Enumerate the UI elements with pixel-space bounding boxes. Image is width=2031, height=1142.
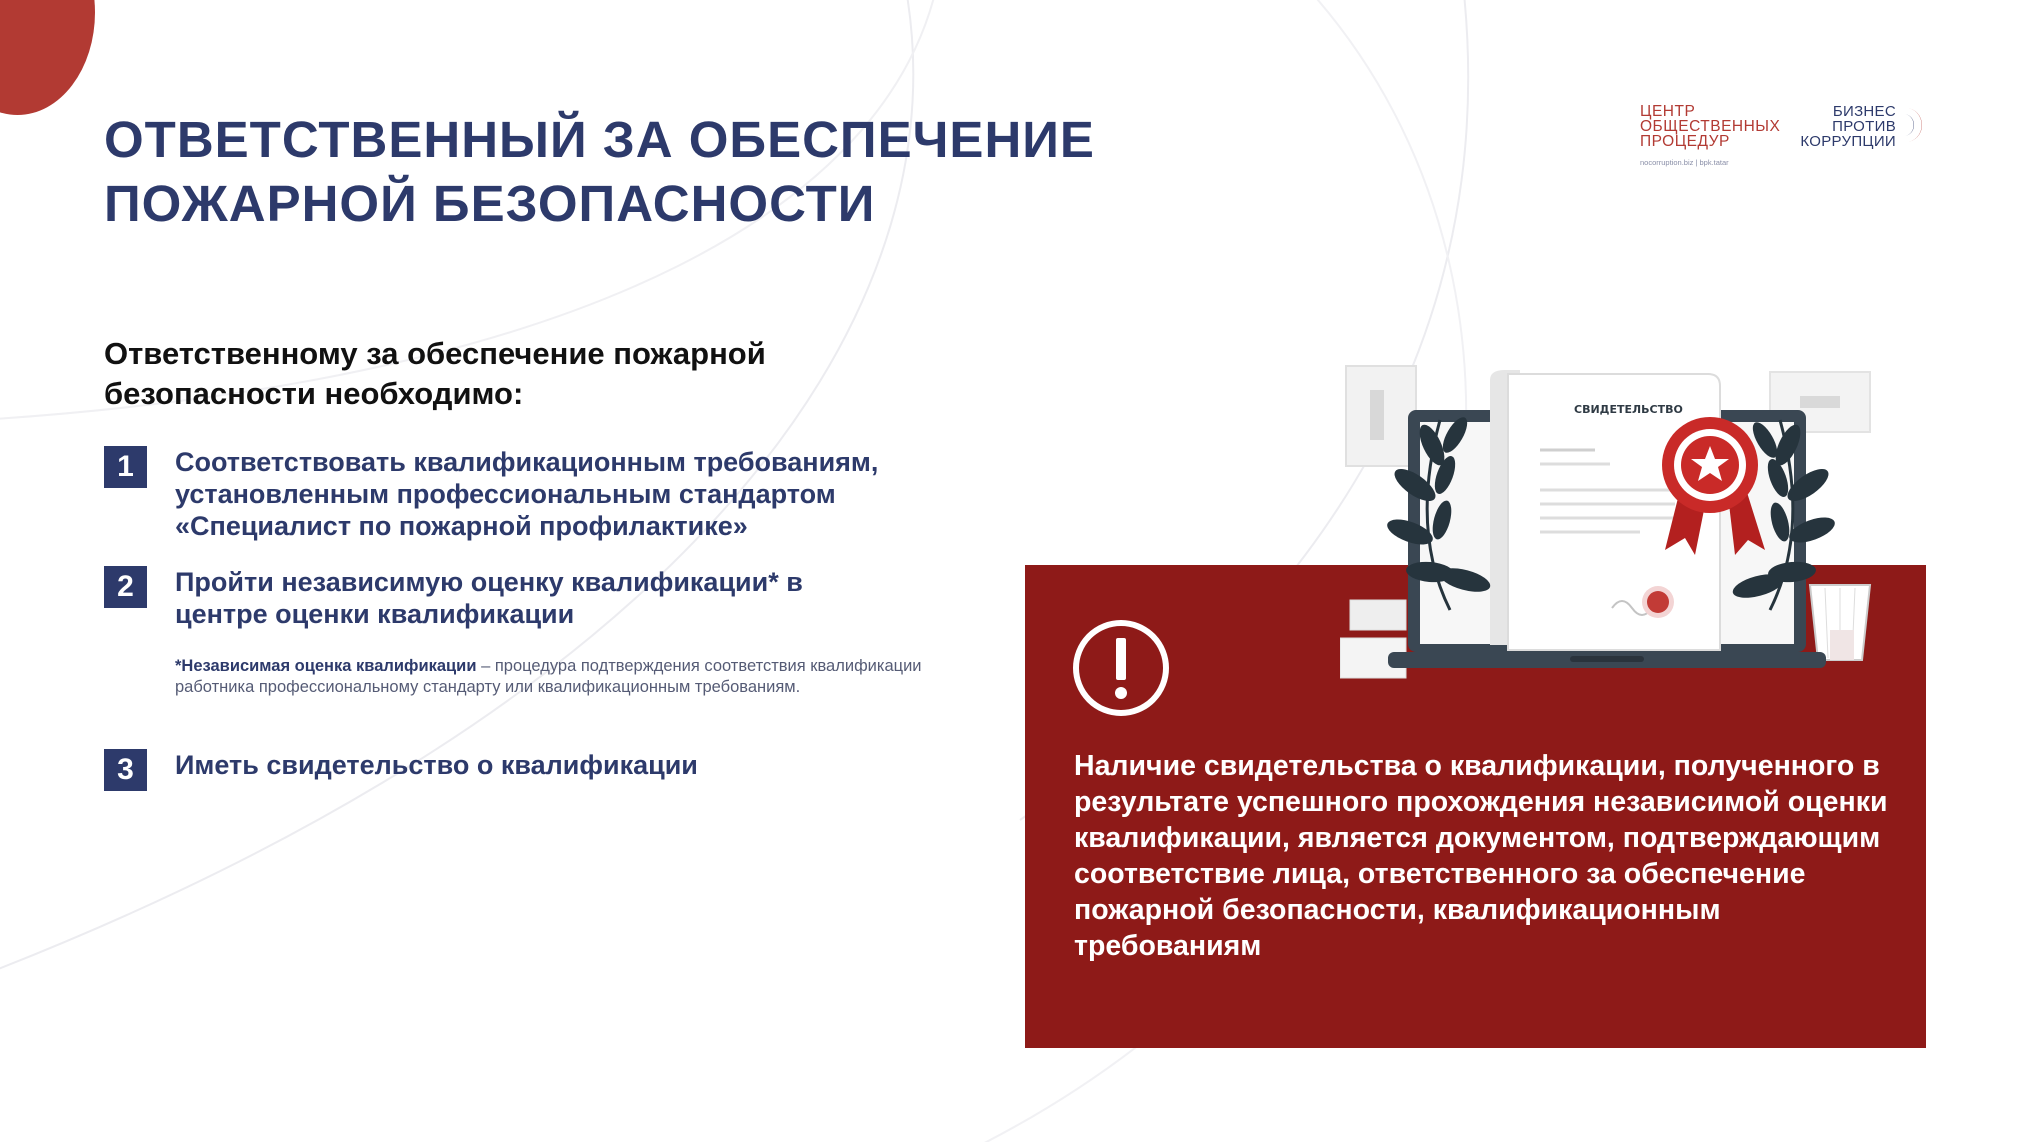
alert-circle-icon xyxy=(1071,618,1171,718)
logo-business-against-corruption xyxy=(1798,104,1896,149)
page-title: ОТВЕТСТВЕННЫЙ ЗА ОБЕСПЕЧЕНИЕ ПОЖАРНОЙ БЕЗОПАСНОСТИ xyxy=(104,111,1095,232)
info-panel-text: Наличие свидетельства о квалификации, полученного в результате успешного прохождения независимой оценки квалификации, является документом, подтверждающим соответствие лица, ответственного за обеспечение пожарной безопасности, квалификационным требованиям xyxy=(1074,750,1888,962)
logo-center-line: ЦЕНТР xyxy=(1640,103,1696,120)
item-number: 1 xyxy=(104,446,147,488)
footnote xyxy=(175,656,935,698)
certificate-label: СВИДЕТЕЛЬСТВО xyxy=(1574,403,1683,416)
logo-center-line: ПРОЦЕДУР xyxy=(1640,133,1730,150)
item-number: 3 xyxy=(104,749,147,791)
footnote-definition: – процедура подтверждения соответствия квалификации работника профессиональному стандарту или квалификационным требованиям. xyxy=(175,657,922,696)
logo-bpk-line: БИЗНЕС xyxy=(1832,103,1896,120)
logo-bpk-line: ПРОТИВ xyxy=(1832,118,1896,135)
logo-bpk-line: КОРРУПЦИИ xyxy=(1800,133,1896,150)
logo-sites: nocorruption.biz | bpk.tatar xyxy=(1640,158,1729,167)
item-text: Соответствовать квалификационным требованиям, установленным профессиональным стандартом «Специалист по пожарной профилактике» xyxy=(175,447,879,541)
item-text: Пройти независимую оценку квалификации* в центре оценки квалификации xyxy=(175,567,803,629)
requirements-heading: Ответственному за обеспечение пожарной безопасности необходимо: xyxy=(104,336,766,411)
item-text: Иметь свидетельство о квалификации xyxy=(175,750,698,780)
item-number: 2 xyxy=(104,566,147,608)
certificate-laptop-illustration xyxy=(1340,360,1880,690)
bpk-logo-mark-icon xyxy=(1898,104,1928,146)
logo-center-public-procedures xyxy=(1640,104,1780,170)
footnote-term: *Независимая оценка квалификации xyxy=(175,657,477,675)
logo-center-line: ОБЩЕСТВЕННЫХ xyxy=(1640,118,1781,135)
